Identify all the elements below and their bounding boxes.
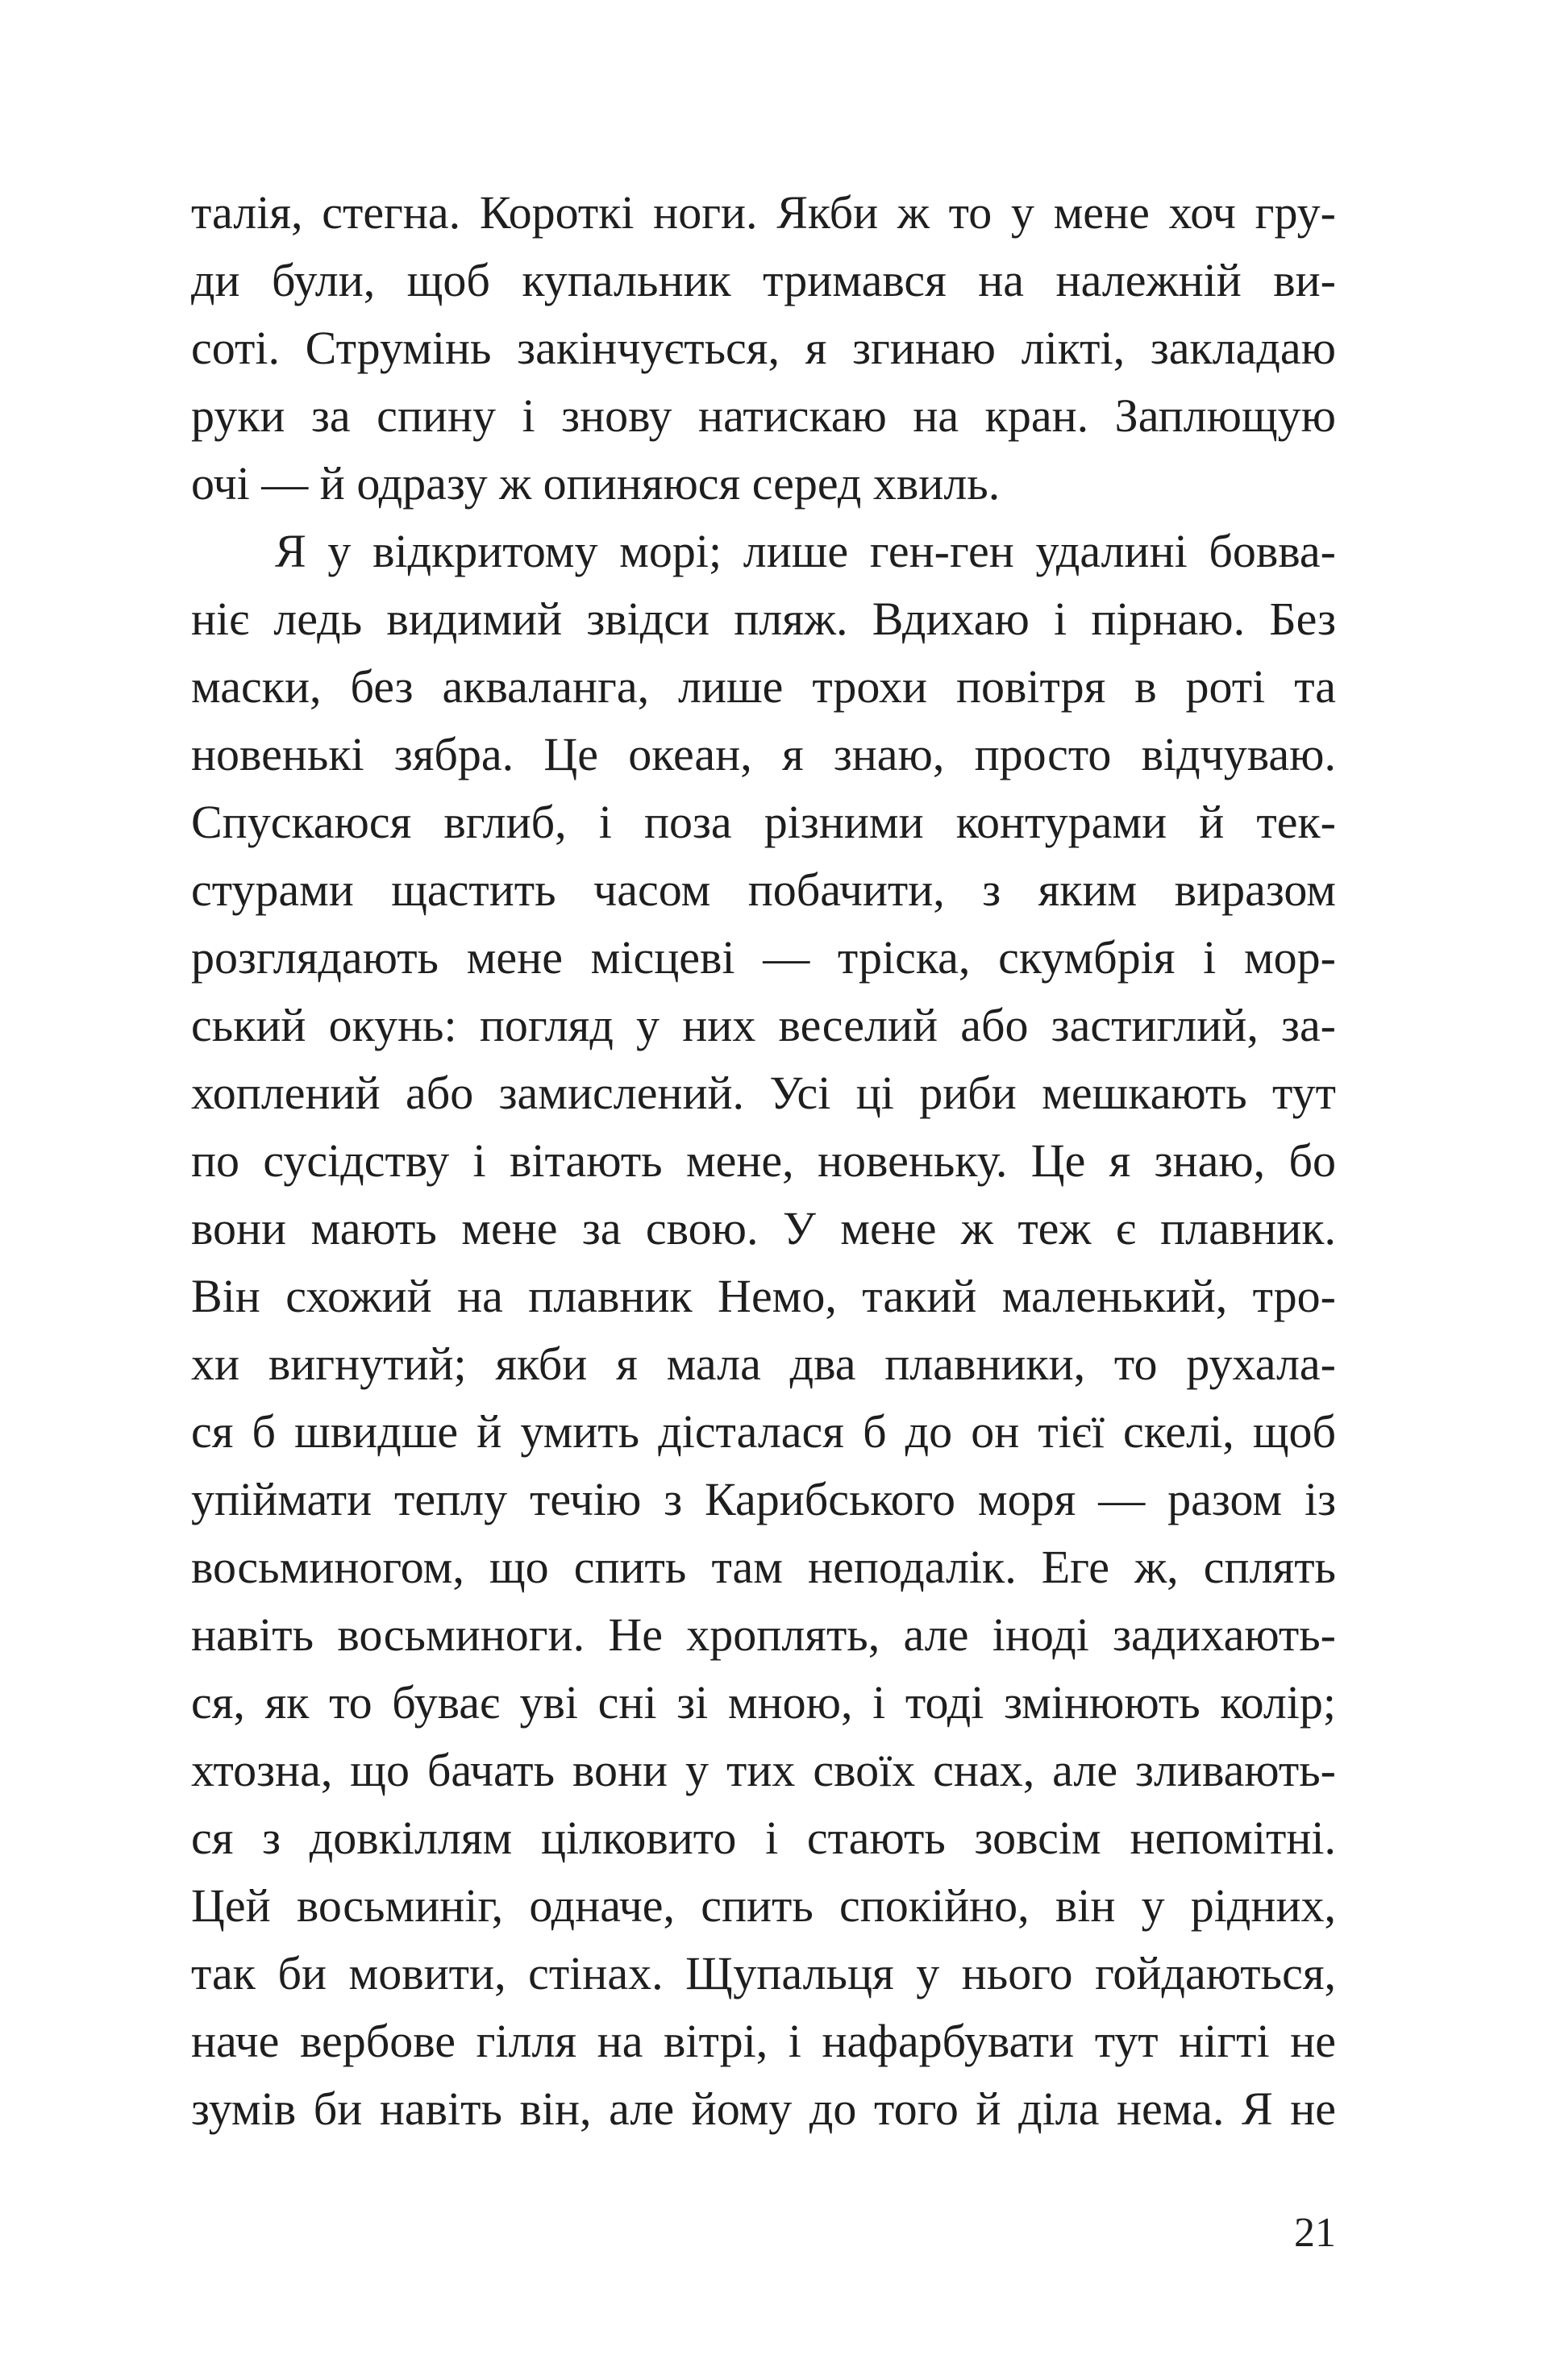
text-line: розглядають мене місцеві — тріска, скумбрія і мор-	[191, 931, 1336, 984]
text-line: соті. Струмінь закінчується, я згинаю лікті, закладаю	[191, 322, 1336, 374]
text-line: вони мають мене за свою. У мене ж теж є плавник.	[191, 1202, 1336, 1254]
text-line: упіймати теплу течію з Карибського моря — разом із	[191, 1473, 1336, 1525]
text-line: по сусідству і вітають мене, новеньку. Це я знаю, бо	[191, 1134, 1336, 1187]
text-line: Він схожий на плавник Немо, такий маленький, тро-	[191, 1270, 1336, 1322]
text-line: очі — й одразу ж опиняюся серед хвиль.	[191, 457, 1001, 510]
body-text	[191, 179, 1336, 2143]
text-line: зумів би навіть він, але йому до того й діла нема. Я не	[191, 2082, 1336, 2135]
text-line: ди були, щоб купальник тримався на належній ви-	[191, 254, 1336, 306]
text-line: наче вербове гілля на вітрі, і нафарбувати тут нігті не	[191, 2015, 1336, 2067]
page-number: 21	[1294, 2210, 1336, 2256]
text-line: Цей восьминіг, одначе, спить спокійно, він у рідних,	[191, 1879, 1336, 1932]
text-line: ся б швидше й умить дісталася б до он тієї скелі, щоб	[191, 1405, 1336, 1458]
text-line: хтозна, що бачать вони у тих своїх снах, але зливають-	[191, 1744, 1336, 1796]
text-line: хоплений або замислений. Усі ці риби мешкають тут	[191, 1067, 1336, 1119]
text-line: восьминогом, що спить там неподалік. Еге ж, сплять	[191, 1541, 1336, 1593]
text-line: ся, як то буває уві сні зі мною, і тоді змінюють колір;	[191, 1676, 1336, 1729]
text-line: Я у відкритому морі; лише ген-ген удалині бовва-	[275, 525, 1336, 577]
text-line: ніє ледь видимий звідси пляж. Вдихаю і пірнаю. Без	[191, 593, 1336, 645]
text-line: хи вигнутий; якби я мала два плавники, то рухала-	[191, 1338, 1336, 1390]
text-line: руки за спину і знову натискаю на кран. Заплющую	[191, 389, 1336, 442]
text-line: так би мовити, стінах. Щупальця у нього гойдаються,	[191, 1947, 1336, 1999]
text-line: ся з довкіллям цілковито і стають зовсім непомітні.	[191, 1812, 1336, 1864]
text-line: маски, без акваланга, лише трохи повітря в роті та	[191, 660, 1336, 713]
text-line: стурами щастить часом побачити, з яким виразом	[191, 863, 1336, 916]
text-line: Спускаюся вглиб, і поза різними контурами й тек-	[191, 796, 1336, 848]
text-line: ський окунь: погляд у них веселий або застиглий, за-	[191, 999, 1336, 1051]
text-line: навіть восьминоги. Не хроплять, але іноді задихають-	[191, 1608, 1336, 1661]
text-line: талія, стегна. Короткі ноги. Якби ж то у мене хоч гру-	[191, 186, 1336, 239]
text-line: новенькі зябра. Це океан, я знаю, просто відчуваю.	[191, 728, 1336, 780]
